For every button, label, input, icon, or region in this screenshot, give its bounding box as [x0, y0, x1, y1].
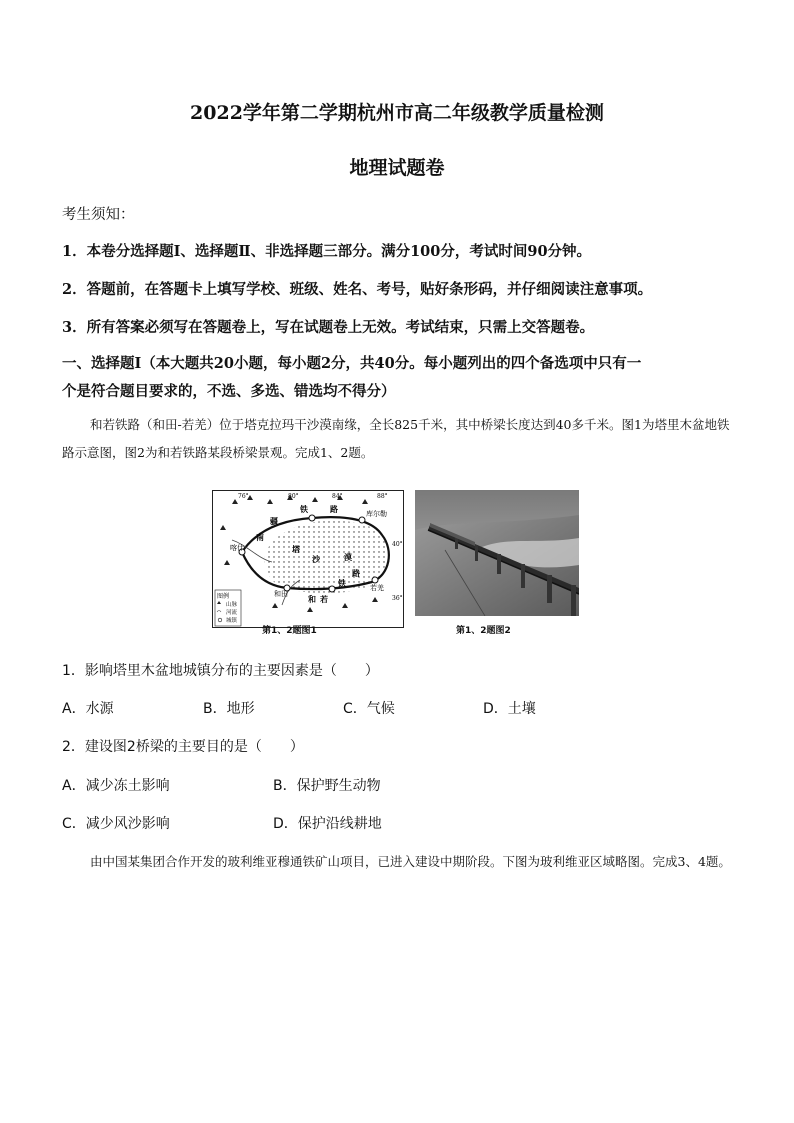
lat-36: 36° — [392, 595, 403, 602]
fig2-caption: 第1、2题图2 — [456, 626, 511, 636]
q1-option-a[interactable]: A．水源 — [62, 701, 114, 717]
q1-option-d[interactable]: D．土壤 — [483, 701, 536, 717]
city-korla: 库尔勒 — [366, 510, 387, 518]
q1-option-b[interactable]: B．地形 — [203, 701, 255, 717]
city-kashi: 喀什 — [230, 544, 244, 552]
q1-option-c[interactable]: C．气候 — [343, 701, 395, 717]
rail-char-3: 铁 — [300, 504, 308, 514]
lon-84: 84° — [332, 493, 343, 500]
rail-char-2: 南 — [256, 532, 264, 542]
city-ruoqiang: 若羌 — [370, 584, 384, 592]
notice-item-3: 3．所有答案必须写在答题卷上，写在试题卷上无效。考试结束，只需上交答题卷。 — [62, 319, 595, 336]
rail-char-6: 沙 — [312, 554, 320, 564]
tarim-railway-map — [212, 490, 404, 628]
notice-item-2: 2．答题前，在答题卡上填写学校、班级、姓名、考号，贴好条形码，并仔细阅读注意事项。 — [62, 281, 653, 298]
rail-char-7: 漠 — [344, 552, 352, 562]
lat-40: 40° — [392, 541, 403, 548]
passage-1: 和若铁路（和田-若羌）位于塔克拉玛干沙漠南缘，全长825千米，其中桥梁长度达到40多千米。图1为塔里木盆地铁路示意图，图2为和若铁路某段桥梁景观。完成1、2题。 — [62, 417, 730, 460]
rail-char-11: 路 — [352, 568, 360, 578]
rail-char-9: 若 — [320, 594, 328, 604]
fig1-caption: 第1、2题图1 — [262, 626, 317, 636]
q2-option-c[interactable]: C．减少风沙影响 — [62, 816, 170, 832]
rail-char-4: 路 — [330, 504, 338, 514]
legend-river: 河流 — [226, 610, 238, 616]
lon-80: 80° — [288, 493, 299, 500]
q2-option-b[interactable]: B．保护野生动物 — [273, 778, 381, 794]
lon-76: 76° — [238, 493, 249, 500]
legend-title: 图例 — [217, 593, 230, 600]
notice-heading: 考生须知： — [62, 207, 135, 223]
section1-heading-line2: 个是符合题目要求的，不选、多选、错选均不得分） — [62, 383, 396, 400]
section1-heading-line1: 一、选择题Ⅰ（本大题共20小题，每小题2分，共40分。每小题列出的四个备选项中只有一 — [62, 355, 642, 372]
exam-subtitle: 地理试题卷 — [349, 157, 445, 179]
lon-88: 88° — [377, 493, 388, 500]
rail-char-8: 和 — [308, 594, 316, 604]
rail-char-1: 疆 — [270, 516, 278, 526]
city-hotan: 和田 — [274, 590, 288, 598]
q2-stem: 2．建设图2桥梁的主要目的是（ ） — [62, 739, 304, 755]
q2-option-d[interactable]: D．保护沿线耕地 — [273, 816, 382, 832]
q2-option-a[interactable]: A．减少冻土影响 — [62, 778, 170, 794]
rail-char-10: 铁 — [338, 578, 346, 588]
notice-item-1: 1．本卷分选择题Ⅰ、选择题Ⅱ、非选择题三部分。满分100分，考试时间90分钟。 — [62, 243, 592, 260]
legend-mountain: 山脉 — [226, 602, 238, 608]
exam-title: 2022学年第二学期杭州市高二年级教学质量检测 — [190, 102, 604, 124]
legend-town: 城镇 — [226, 618, 238, 624]
passage-2: 由中国某集团合作开发的玻利维亚穆通铁矿山项目，已进入建设中期阶段。下图为玻利维亚区域略图。完成3、4题。 — [90, 854, 731, 869]
rail-char-5: 塔 — [292, 544, 300, 554]
bridge-photo — [415, 490, 579, 616]
q1-stem: 1．影响塔里木盆地城镇分布的主要因素是（ ） — [62, 663, 379, 679]
